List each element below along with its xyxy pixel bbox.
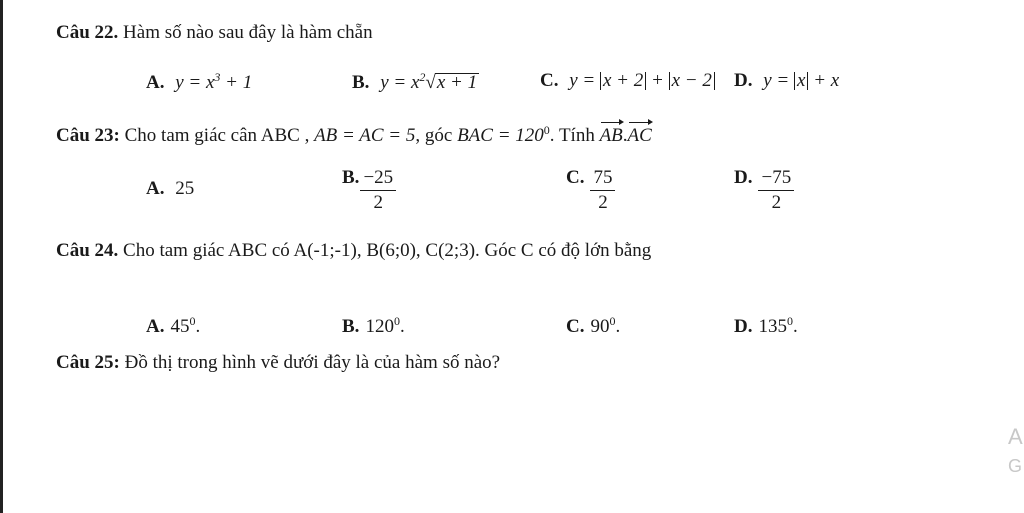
q24-option-b[interactable]: B. $120^0$. xyxy=(342,314,405,337)
q22-option-b[interactable]: B. $y = x^2√x + 1$ xyxy=(352,70,478,93)
q24-option-c[interactable]: C. $90^0$. xyxy=(566,314,621,337)
q23-option-d[interactable]: D. $\frac{-75}{2}$ xyxy=(734,166,794,215)
question-25-text: Đồ thị trong hình vẽ dưới đây là của hàm số nào? xyxy=(124,352,501,373)
q23-option-c[interactable]: C. $\frac{75}{2}$ xyxy=(566,166,615,215)
question-25-title: Câu 25: xyxy=(56,352,120,373)
q22-option-a-expr: $y = x^3 + 1$ xyxy=(175,70,253,93)
q23-option-b[interactable]: B. $\frac{-25}{2}$ xyxy=(342,166,396,215)
vector-ab: AB xyxy=(599,125,623,146)
question-25 xyxy=(56,352,500,374)
q22-option-c[interactable]: C. y = x + 2 + x − 2 xyxy=(540,70,715,92)
q23-option-c-fraction: $\frac{75}{2}$ xyxy=(590,166,615,215)
question-22-title: Câu 22. xyxy=(56,22,119,43)
question-24 xyxy=(56,240,651,262)
q24-option-d[interactable]: D. $135^0$. xyxy=(734,314,798,337)
vector-ac: AC xyxy=(627,125,652,146)
question-23: Câu 23: Cho tam giác cân ABC , AB = AC = 5, góc BAC = $120^0$. Tính AB.AC xyxy=(56,123,652,146)
q22-option-d[interactable]: D. y = x + x xyxy=(734,70,840,91)
q22-option-d-expr: y = x + x xyxy=(763,70,840,91)
q24-option-a[interactable]: A. $45^0$. xyxy=(146,314,201,337)
question-22 xyxy=(56,22,373,44)
question-23-title: Câu 23: xyxy=(56,125,120,146)
q22-option-a[interactable]: A. $y = x^3 + 1$ xyxy=(146,70,253,93)
q23-option-d-fraction: $\frac{-75}{2}$ xyxy=(758,166,794,215)
q23-option-a[interactable]: A. 25 xyxy=(146,178,195,199)
page-edge xyxy=(0,0,3,513)
question-24-title: Câu 24. xyxy=(56,240,119,261)
cutoff-overlay-text-g: G xyxy=(1008,456,1023,476)
cutoff-overlay-text-a: A xyxy=(1008,424,1023,449)
question-22-text: Hàm số nào sau đây là hàm chẵn xyxy=(123,22,373,43)
q22-option-c-expr: y = x + 2 + x − 2 xyxy=(569,70,715,91)
q23-option-b-fraction: $\frac{-25}{2}$ xyxy=(360,166,396,215)
q22-option-b-expr: $y = x^2√x + 1$ xyxy=(380,70,478,93)
question-24-text: Cho tam giác ABC có A(-1;-1), B(6;0), C(2;3). Góc C có độ lớn bằng xyxy=(123,240,652,261)
